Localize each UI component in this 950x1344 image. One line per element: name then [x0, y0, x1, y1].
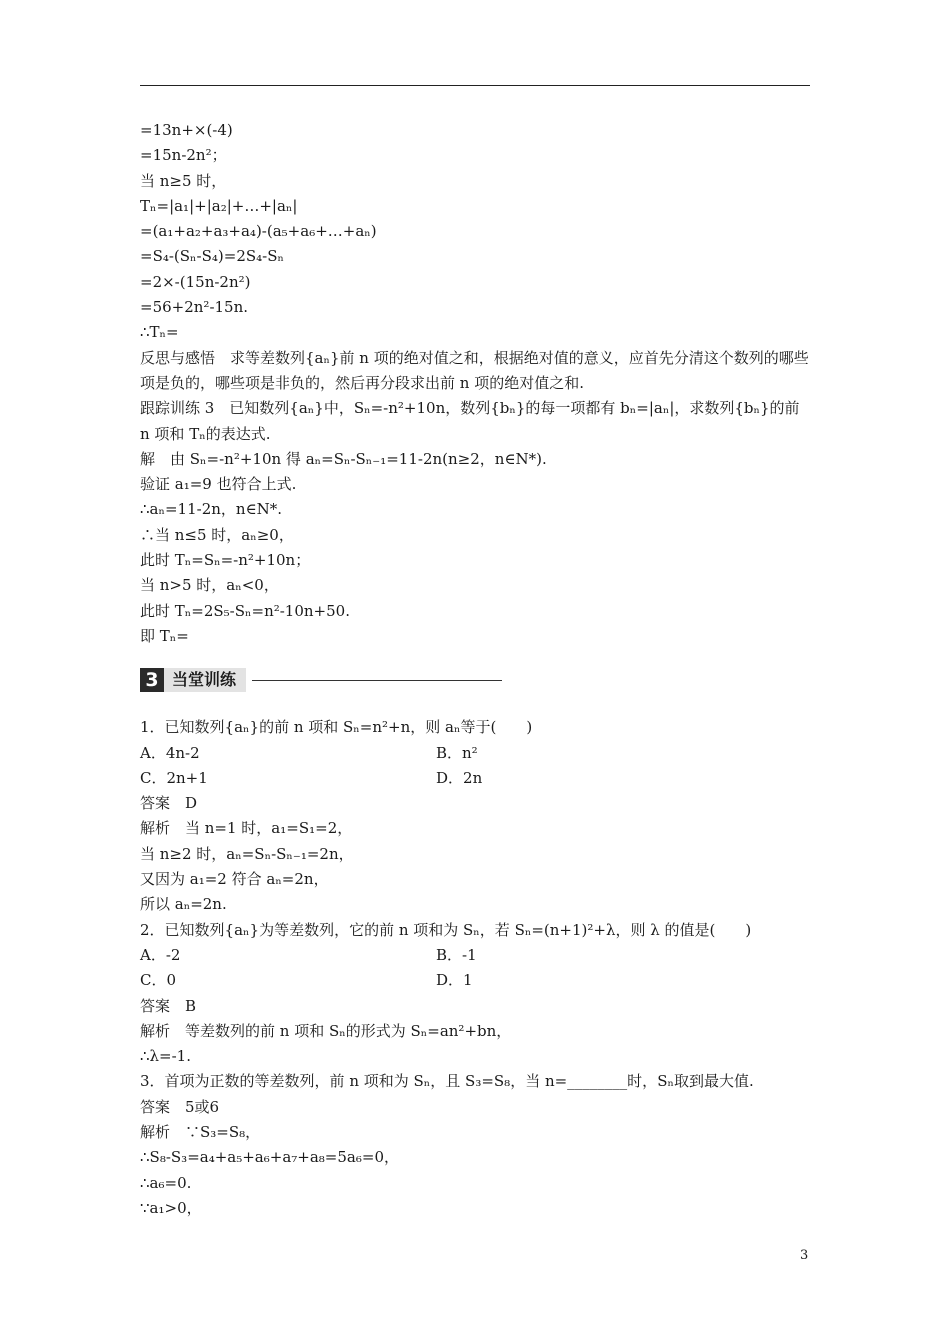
option-a: A．-2	[140, 945, 181, 964]
solution-continuation	[140, 118, 812, 346]
math-line: 验证 a₁=9 也符合上式.	[140, 475, 297, 494]
math-line: 当 n≥5 时，	[140, 171, 227, 190]
options-row	[140, 943, 812, 968]
math-line: ∴aₙ=11-2n，n∈N*.	[140, 500, 283, 519]
analysis-line: 解析 等差数列的前 n 项和 Sₙ的形式为 Sₙ=an²+bn，	[140, 1021, 512, 1040]
math-line: =S₄-(Sₙ-S₄)=2S₄-Sₙ	[140, 247, 284, 266]
analysis-line: 当 n≥2 时，aₙ=Sₙ-Sₙ₋₁=2n，	[140, 844, 354, 863]
question-stem: 3．首项为正数的等差数列，前 n 项和为 Sₙ，且 S₃=S₈，当 n=________时，Sₙ取到最大值.	[140, 1072, 754, 1091]
math-line: Tₙ=|a₁|+|a₂|+…+|aₙ|	[140, 196, 298, 215]
option-a: A．4n-2	[140, 743, 200, 762]
option-d: D．1	[436, 971, 473, 990]
question-stem: 1．已知数列{aₙ}的前 n 项和 Sₙ=n²+n，则 aₙ等于( )	[140, 718, 533, 737]
analysis-line: ∴S₈-S₃=a₄+a₅+a₆+a₇+a₈=5a₆=0，	[140, 1148, 399, 1167]
exercise-3-paragraph: 跟踪训练 3 已知数列{aₙ}中，Sₙ=-n²+10n，数列{bₙ}的每一项都有 bₙ=|aₙ|，求数列{bₙ}的前 n 项和 Tₙ的表达式.	[140, 399, 800, 443]
math-line: ∴当 n≤5 时，aₙ≥0，	[140, 525, 294, 544]
math-line: 当 n>5 时，aₙ<0，	[140, 576, 279, 595]
section-title: 当堂训练	[164, 668, 246, 692]
page-content	[140, 118, 812, 1221]
option-d: D．2n	[436, 768, 483, 787]
question-1	[140, 715, 812, 917]
option-c: C．0	[140, 971, 177, 990]
analysis-line: 解析 当 n=1 时，a₁=S₁=2，	[140, 819, 353, 838]
answer: 答案 D	[140, 794, 198, 813]
math-line: 此时 Tₙ=2S₅-Sₙ=n²-10n+50.	[140, 601, 350, 620]
analysis-line: ∵a₁>0，	[140, 1198, 202, 1217]
section-number: 3	[140, 668, 164, 692]
question-stem: 2．已知数列{aₙ}为等差数列，它的前 n 项和为 Sₙ，若 Sₙ=(n+1)²+λ，则 λ 的值是( )	[140, 920, 752, 939]
math-line: =(a₁+a₂+a₃+a₄)-(a₅+a₆+…+aₙ)	[140, 222, 377, 241]
analysis-line: ∴a₆=0.	[140, 1173, 192, 1192]
math-line: =2×-(15n-2n²)	[140, 272, 251, 291]
question-3	[140, 1069, 812, 1221]
analysis-line: ∴λ=-1.	[140, 1047, 191, 1066]
question-2	[140, 918, 812, 1070]
answer: 答案 B	[140, 996, 197, 1015]
exercise-3-solution	[140, 447, 812, 649]
options-row	[140, 766, 812, 791]
option-b: B．n²	[436, 743, 478, 762]
answer: 答案 5或6	[140, 1097, 220, 1116]
math-line: 解 由 Sₙ=-n²+10n 得 aₙ=Sₙ-Sₙ₋₁=11-2n(n≥2，n∈N*).	[140, 449, 547, 468]
math-line: =56+2n²-15n.	[140, 298, 249, 317]
option-c: C．2n+1	[140, 768, 208, 787]
header-rule	[140, 85, 810, 86]
math-line: =15n-2n²；	[140, 146, 227, 165]
math-line: 此时 Tₙ=Sₙ=-n²+10n；	[140, 551, 311, 570]
analysis-line: 所以 aₙ=2n.	[140, 895, 227, 914]
math-line: ∴Tₙ=	[140, 323, 179, 342]
section-header	[140, 665, 812, 695]
options-row	[140, 968, 812, 993]
math-line: 即 Tₙ=	[140, 626, 189, 645]
section-rule	[252, 680, 502, 681]
analysis-line: 解析 ∵S₃=S₈，	[140, 1122, 261, 1141]
option-b: B．-1	[436, 945, 477, 964]
math-line: =13n+×(-4)	[140, 121, 233, 139]
page-number: 3	[800, 1248, 809, 1263]
options-row	[140, 741, 812, 766]
analysis-line: 又因为 a₁=2 符合 aₙ=2n，	[140, 870, 329, 889]
reflection-paragraph: 反思与感悟 求等差数列{aₙ}前 n 项的绝对值之和，根据绝对值的意义，应首先分清这个数列的哪些项是负的，哪些项是非负的，然后再分段求出前 n 项的绝对值之和.	[140, 348, 809, 392]
